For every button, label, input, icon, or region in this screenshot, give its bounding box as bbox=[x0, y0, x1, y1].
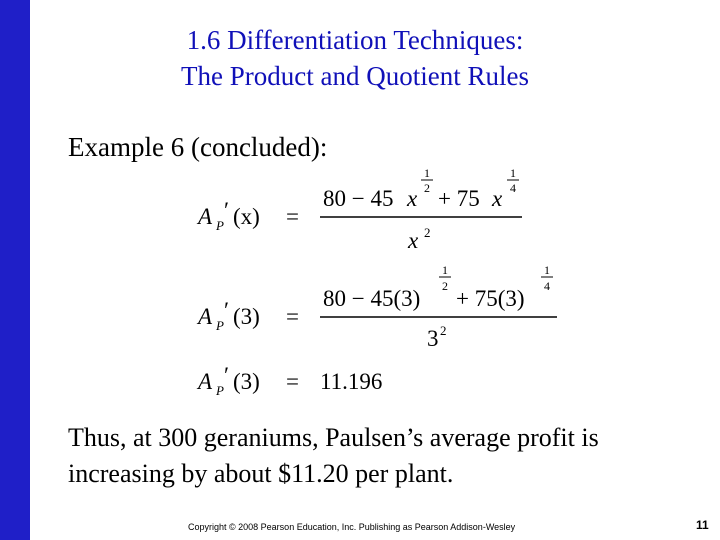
eq2-prime: ′ bbox=[224, 298, 230, 323]
eq2-equals: = bbox=[286, 304, 299, 329]
eq2-denominator-base: 3 bbox=[427, 326, 439, 351]
eq2-exp1-num: 1 bbox=[442, 263, 448, 277]
eq3-argument: (3) bbox=[233, 369, 260, 394]
eq2-subscript-p: P bbox=[216, 318, 224, 333]
eq1-exp1-den: 2 bbox=[424, 181, 430, 195]
eq1-numerator-part-b: + 75 bbox=[438, 186, 480, 211]
eq2-symbol-a: A bbox=[198, 304, 213, 329]
example-heading: Example 6 (concluded): bbox=[68, 132, 328, 162]
eq1-numerator-var-2: x bbox=[492, 186, 503, 211]
eq1-argument: (x) bbox=[233, 204, 260, 229]
conclusion-line-1: Thus, at 300 geraniums, Paulsen’s average profit is bbox=[68, 423, 599, 452]
eq2-numerator-part-a: 80 − 45(3) bbox=[323, 286, 421, 311]
eq2-denominator-exp: 2 bbox=[440, 323, 447, 338]
eq2-exp2-num: 1 bbox=[544, 263, 550, 277]
eq1-equals: = bbox=[286, 204, 299, 229]
eq3-equals: = bbox=[286, 369, 299, 394]
eq2-argument: (3) bbox=[233, 304, 260, 329]
equations-block bbox=[180, 158, 580, 403]
eq3-subscript-p: P bbox=[216, 383, 224, 398]
eq1-exp1-num: 1 bbox=[424, 166, 430, 180]
eq2-numerator-part-b: + 75(3) bbox=[456, 286, 525, 311]
conclusion-text bbox=[68, 420, 688, 492]
equation-1 bbox=[196, 166, 522, 253]
title-line-1: 1.6 Differentiation Techniques: bbox=[186, 25, 524, 55]
eq1-denominator-base: x bbox=[408, 228, 419, 253]
eq1-denominator-exp: 2 bbox=[424, 225, 431, 240]
eq1-exp2-num: 1 bbox=[510, 166, 516, 180]
conclusion-line-2: increasing by about $11.20 per plant. bbox=[68, 459, 454, 488]
slide-title bbox=[30, 22, 680, 94]
eq1-subscript-p: P bbox=[216, 218, 224, 233]
eq2-exp1-den: 2 bbox=[442, 279, 448, 293]
equation-2 bbox=[196, 263, 557, 351]
equation-3 bbox=[196, 363, 382, 398]
eq1-symbol-a: A bbox=[198, 204, 213, 229]
eq3-symbol-a: A bbox=[198, 369, 213, 394]
eq1-prime: ′ bbox=[224, 198, 230, 223]
copyright-notice: Copyright © 2008 Pearson Education, Inc. Publishing as Pearson Addison-Wesley bbox=[188, 522, 516, 532]
page-number: 11 bbox=[696, 518, 709, 532]
eq3-result: 11.196 bbox=[320, 369, 383, 394]
eq1-numerator-var-1: x bbox=[407, 186, 418, 211]
eq1-numerator-part-a: 80 − 45 bbox=[323, 186, 394, 211]
eq1-exp2-den: 4 bbox=[510, 181, 516, 195]
slide-sidebar-bar bbox=[0, 0, 30, 540]
title-line-2: The Product and Quotient Rules bbox=[181, 61, 529, 91]
eq3-prime: ′ bbox=[224, 363, 230, 388]
eq2-exp2-den: 4 bbox=[544, 279, 550, 293]
